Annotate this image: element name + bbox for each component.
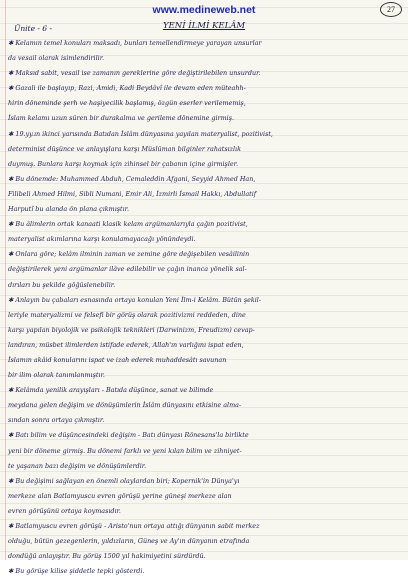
note-line: değiştirilerek yeni argümanlar ilâve edilebilir ve çağın inanca yönelik sal- bbox=[8, 265, 247, 274]
note-line: ✱ Batlamyuscu evren görüşü - Aristo'nun ortaya attığı dünyanın sabit merkez bbox=[8, 522, 260, 530]
note-line: ✱ Kelâmda yenilik arayışları - Batıda düşünce, sanat ve bilimde bbox=[8, 386, 214, 395]
note-line: İslam kelamı uzun süren bir durakalma ve gerileme dönemine girmiş. bbox=[8, 114, 235, 123]
note-line: evren görüşünü ortaya koymasıdır. bbox=[8, 506, 121, 515]
handwritten-notes bbox=[8, 36, 402, 579]
note-line: merkeze alan Batlamyuscu evren görüşü yerine güneşi merkeze alan bbox=[8, 491, 232, 500]
note-line: sından sonra ortaya çıkmıştır. bbox=[8, 416, 105, 425]
watermark-url: www.medineweb.net bbox=[152, 4, 256, 16]
note-line: determinist düşünce ve anlayışlara karşı Müslüman bilginler rahatsızlık bbox=[8, 144, 241, 153]
page-title: YENİ İLMİ KELÂM bbox=[162, 21, 246, 31]
note-line: karşı yapılan biyolojik ve psikolojik teknikleri (Darwinizm, Freudizm) cevap- bbox=[8, 325, 255, 334]
note-line: hirin döneminde şerh ve haşiyecilik başlamış, özgün eserler verilememiş, bbox=[8, 99, 246, 108]
note-line: da vesail olarak isimlendirilir. bbox=[8, 54, 105, 63]
note-line: yeni bir döneme girmiş. Bu dönemi farklı ve yeni kılan bilim ve zihniyet- bbox=[8, 446, 242, 455]
note-line: ✱ Bu değişimi sağlayan en önemli olaylardan biri; Kopernik'in Dünya'yı bbox=[8, 476, 240, 485]
note-line: dırıları bu şekilde göğüslenebilir. bbox=[8, 280, 116, 289]
note-line: ✱ Anlayın bu çabaları esnasında ortaya konulan Yeni İlm-i Kelâm. Bütün şekil- bbox=[8, 295, 262, 304]
note-line: ✱ Batı bilim ve düşüncesindeki değişim - Batı dünyası Rönesans'la birlikte bbox=[8, 431, 249, 440]
note-line: ✱ 19.yy.ın ikinci yarısında Batıdan İslâm dünyasına yayılan materyalist, pozitivist, bbox=[8, 129, 273, 138]
note-line: Filibeli Ahmed Hilmi, Sibli Numani, Emir Ali, İzmirli İsmail Hakkı, Abdullatif bbox=[8, 189, 257, 198]
page-number: 27 bbox=[380, 2, 402, 17]
note-line: ✱ Bu görüşe kilise şiddetle tepki gösterdi. bbox=[8, 567, 145, 576]
note-line: Harputî bu alanda ön plana çıkmıştır. bbox=[8, 205, 130, 214]
note-line: materyalist akımlarına karşı konulamayacağı yönündeydi. bbox=[8, 235, 196, 244]
note-line: te yaşanan bazı değişim ve dönüşümlerdir. bbox=[8, 461, 147, 470]
note-line: landıran, müsbet ilimlerden istifade ederek, Allah'ın varlığını ispat eden, bbox=[8, 340, 244, 349]
note-line: ✱ Gazali ile başlayıp, Razi, Amidi, Kadi Beydâvî ile devam eden müteahh- bbox=[8, 84, 246, 93]
note-line: ✱ Bu dönemde: Muhammed Abduh, Cemaleddin Afgani, Seyyid Ahmed Han, bbox=[8, 174, 256, 183]
unit-label: Ünite - 6 - bbox=[14, 24, 52, 33]
note-line: ✱ Kelamın temel konuları maksadı, bunları temellendirmeye yarayan unsurlar bbox=[8, 39, 262, 47]
note-line: dondüğü anlayıştır. Bu görüş 1500 yıl hakimiyetini sürdürdü. bbox=[8, 552, 206, 561]
note-line: meydana gelen değişim ve dönüşümlerin İslâm dünyasını etkisine alma- bbox=[8, 401, 242, 410]
margin-line bbox=[5, 0, 6, 560]
note-line: leriyle materyalizmi ve felsefi bir görüş olarak pozitivizmi reddeden, dine bbox=[8, 310, 246, 319]
note-line: İslamın akâid konularını ispat ve izah ederek muhaddesâtı savunan bbox=[8, 355, 227, 364]
note-line: olduğu, bütün gezegenlerin, yıldızların, Güneş ve Ay'ın dünyanın etrafında bbox=[8, 537, 250, 546]
note-line: ✱ Onlara göre; kelâm ilminin zaman ve zemine göre değişebilen vesâilinin bbox=[8, 250, 250, 259]
note-line: duymuş. Bunlara karşı koymak için zihinsel bir çabanın içine girmişler. bbox=[8, 159, 239, 168]
note-line: ✱ Maksıd sabit, vesail ise zamanın gereklerine göre değiştirilebilen unsurdur. bbox=[8, 69, 261, 78]
note-line: bir ilim olarak tanımlanmıştır. bbox=[8, 371, 105, 380]
note-line: ✱ Bu âlimlerin ortak kanaati klasik kelam argümanlarıyla çağın pozitivist, bbox=[8, 220, 248, 229]
